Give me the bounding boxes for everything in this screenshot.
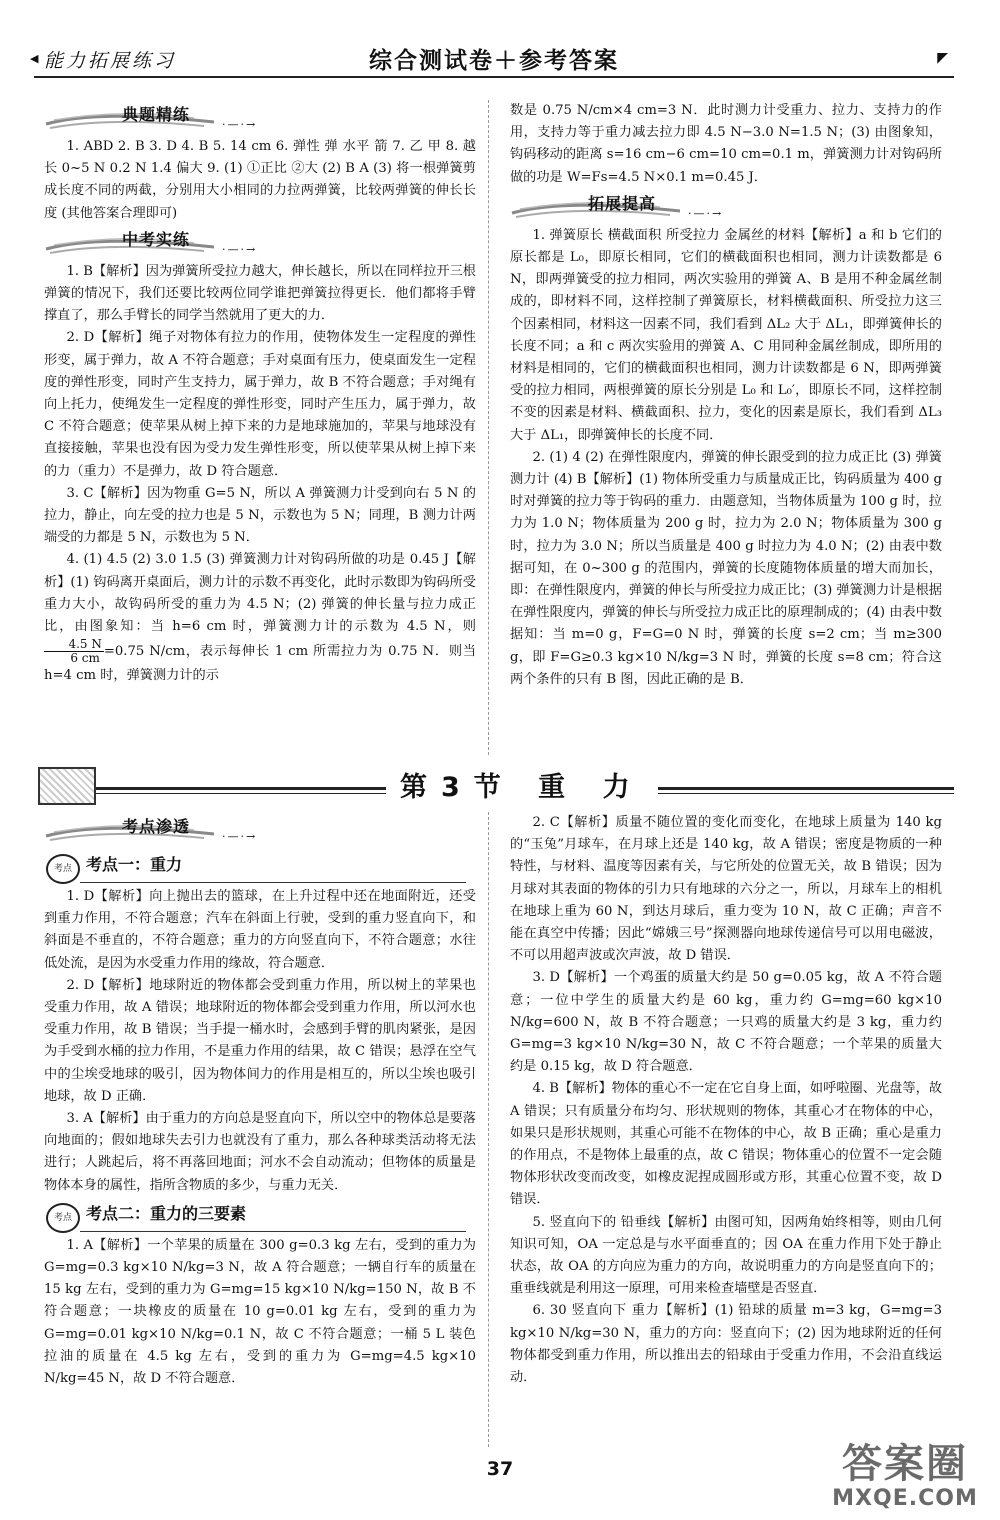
column-divider	[488, 100, 489, 755]
section-title-band	[34, 765, 954, 805]
decorative-frame-icon	[38, 767, 96, 805]
column-divider	[488, 812, 489, 1447]
answer-item: 1. D【解析】向上抛出去的篮球，在上升过程中还在地面附近，还受到重力作用，不符合题意；汽车在斜面上行驶，受到的重力竖直向下，和斜面是不垂直的，不符合题意；重力的方向竖直向下，不符合题意；水往低处流，是因为水受重力作用的缘故，符合题意．	[44, 889, 476, 971]
answer-item: 1. B【解析】因为弹簧所受拉力越大，伸长越长，所以在同样拉开三根弹簧的情况下，我们还要比较两位同学谁把弹簧拉得更长．他们都将手臂撑直了，那么手臂长的同学当然就用了更大的力．	[44, 263, 476, 324]
section-label: 典题精练	[122, 105, 191, 124]
point-header	[44, 1201, 476, 1233]
arrow-icon: ◀	[30, 52, 39, 65]
fraction	[44, 638, 104, 665]
left-column-top	[44, 100, 476, 687]
fraction-denominator: 6 cm	[70, 651, 100, 666]
section-header	[44, 814, 476, 848]
point-title: 考点二：重力的三要素	[86, 1203, 247, 1223]
dots-decoration: ·—·→	[222, 242, 258, 256]
answer-item: 5. 竖直向下的 铅垂线【解析】由图可知，因两角始终相等，则由几何知识可知，OA 一定总是与水平面垂直的；因 OA 在重力作用下处于静止状态，故 OA 的方向应为重力的方向，故说明重力的方向是竖直向下的；重垂线就是利用这一原理，可用来检查墙壁是否竖直．	[510, 1214, 942, 1297]
right-column-top	[510, 100, 942, 691]
dots-decoration: ·—·→	[222, 118, 258, 131]
answer-text: 1. ABD 2. B 3. D 4. B 5. 14 cm 6. 弹性 弹 水平 箭 7. 乙 甲 8. 越长 0~5 N 0.2 N 1.4 偏大 9. (1) ①正比 ②大 (2) B A (3) 将一根弹簧剪成长度不同的两截，分别用大小相同的力拉两弹簧，比较两弹簧的伸长长度 (其他答案合理即可)	[44, 139, 476, 221]
point-title: 考点一：重力	[86, 855, 183, 874]
section-label: 考点渗透	[122, 817, 191, 836]
watermark-logo-text: 答案圈	[842, 1441, 968, 1487]
section-header	[44, 102, 476, 136]
section-title: 第3节 重 力	[386, 765, 658, 804]
answer-item	[44, 549, 476, 687]
answer-item: 3. D【解析】一个鸡蛋的质量大约是 50 g=0.05 kg，故 A 不符合题意；一位中学生的质量大约是 60 kg，重力约 G=mg=60 kg×10 N/kg=600 N，故 B 不符合题意；一只鸡的质量大约是 3 kg，重力约 G=mg=3 kg×10 N/kg=30 N，故 C 不符合题意；一个苹果的质量大约是 0.15 kg，故 D 符合题意．	[510, 970, 942, 1075]
section-label: 中考实练	[122, 229, 191, 249]
watermark-site: MXQE.COM	[832, 1486, 978, 1511]
watermark-logo	[830, 1442, 980, 1514]
series-name: 能力拓展练习	[44, 50, 177, 72]
point-badge-icon: 考点	[46, 1203, 80, 1233]
answer-item: 3. A【解析】由于重力的方向总是竖直向下，所以空中的物体总是要落向地面的；假如地球失去引力也就没有了重力，那么各种球类活动将无法进行；人跳起后，将不再落回地面；河水不会自动流动；但物体的质量是物体本身的属性，指所含物质的多少，与重力无关．	[44, 1111, 476, 1193]
point-badge-icon: 考点	[46, 854, 80, 884]
answer-item: 1. 弹簧原长 横截面积 所受拉力 金属丝的材料【解析】a 和 b 它们的原长都是 L₀，即原长相同，它们的横截面积也相同，测力计读数都是 6 N，即两弹簧受的拉力相同，两次实验用的弹簧 A、B 是用不种金属丝制成的，即材料不同，这样控制了弹簧原长，材料横截面积、所受拉力这三个因素相同，材料这一因素不同，我们看到 ΔL₂ 大于 ΔL₁，即弹簧伸长的长度不同；a 和 c 两次实验用的弹簧 A、C 用同种金属丝制成，即所用的材料是相同的，它们的横截面积也相同，测力计读数都是 6 N，即两弹簧受的拉力相同，两根弹簧的原长分别是 L₀ 和 L₀′，即原长不同，这样控制不变的因素是材料、横截面积、拉力，变化的因素是原长，我们看到 ΔL₃ 大于 ΔL₁，即弹簧伸长的长度不同．	[510, 227, 942, 443]
section-label: 拓展提高	[588, 193, 657, 213]
fraction-numerator: 4.5 N	[44, 638, 104, 652]
section-header	[510, 191, 942, 225]
point-underline	[80, 1231, 466, 1232]
answer-item: 2. (1) 4 (2) 在弹性限度内，弹簧的伸长跟受到的拉力成正比 (3) 弹簧测力计 (4) B【解析】(1) 物体所受重力与质量成正比，钩码质量为 400 g 时对弹簧的拉力等于钩码的重力．由题意知，当物体质量为 100 g 时，拉力为 1.0 N；物体质量为 200 g 时，拉力为 2.0 N；物体质量为 300 g 时，拉力为 3.0 N；所以当质量是 400 g 时拉力为 4.0 N；(2) 由表中数据可知，在 0~300 g 的范围内，弹簧的长度随物体质量的增大而加长，即：在弹性限度内，弹簧的伸长与所受拉力成正比；(3) 弹簧测力计是根据在弹性限度内，弹簧的伸长与所受拉力成正比的原理制成的；(4) 由表中数据知：当 m=0 g，F=G=0 N 时，弹簧的长度 s=2 cm；当 m≥300 g，即 F=G≥0.3 kg×10 N/kg=3 N 时，弹簧的长度 s=8 cm；符合这两个条件的只有 B 图，因此正确的是 B．	[510, 449, 942, 687]
answer-item: 3. C【解析】因为物重 G=5 N，所以 A 弹簧测力计受到向右 5 N 的拉力，静止，向左受的拉力也是 5 N，示数也为 5 N；同理，B 测力计两端受的力都是 5 N，示数也为 5 N．	[44, 485, 476, 546]
answer-item: 1. A【解析】一个苹果的质量在 300 g=0.3 kg 左右，受到的重力为 G=mg=0.3 kg×10 N/kg=3 N，故 A 符合题意；一辆自行车的质量在 15 kg 左右，受到的重力为 G=mg=15 kg×10 N/kg=150 N，故 B 不符合题意；一块橡皮的质量在 10 g=0.01 kg 左右，受到的重力为 G=mg=0.01 kg×10 N/kg=0.1 N，故 C 不符合题意；一桶 5 L 装色拉油的质量在 4.5 kg 左右，受到的重力为 G=mg=4.5 kg×10 N/kg=45 N，故 D 不符合题意．	[44, 1237, 476, 1387]
answer-item: 2. D【解析】绳子对物体有拉力的作用，使物体发生一定程度的弹性形变，属于弹力，故 A 不符合题意；手对桌面有压力，使桌面发生一定程度的弹性形变，同时产生支持力，属于弹力，故 B 不符合题意；手对绳有向上托力，使绳发生一定程度的弹性形变，同时产生压力，属于弹力，故 C 不符合题意；使苹果从树上掉下来的力是地球施加的，苹果与地球没有直接接触，苹果也没有因为受力发生弹性形变，所以使苹果从树上掉下来的力（重力）不是弹力，故 D 符合题意．	[44, 330, 476, 479]
answer-item: 2. C【解析】质量不随位置的变化而变化，在地球上质量为 140 kg 的“玉兔”月球车，在月球上还是 140 kg，故 A 错误；密度是物质的一种特性，与材料、温度等因素有关，与它所处的位置无关，故 B 错误；因为月球对其表面的物体的引力只有地球的六分之一，所以，月球车上的相机在地球上重为 60 N，到达月球后，重力变为 10 N，故 C 正确；声音不能在真空中传播；因此“嫦娥三号”探测器向地球传递信号可以用电磁波，不可以用超声波或次声波，故 D 错误．	[510, 815, 942, 964]
answer-item: 6. 30 竖直向下 重力【解析】(1) 铅球的质量 m=3 kg，G=mg=3 kg×10 N/kg=30 N，重力的方向：竖直向下；(2) 因为地球附近的任何物体都受到重力作用，所以推出去的铅球由于受重力作用，不会沿直线运动．	[510, 1303, 942, 1386]
point-underline	[80, 882, 466, 883]
answer-item: 2. D【解析】地球附近的物体都会受到重力作用，所以树上的苹果也受重力作用，故 A 错误；地球附近的物体都会受到重力作用，所以河水也受重力作用，故 B 错误；当手提一桶水时，会感到手臂的肌肉紧张，是因为手受到水桶的拉力作用，不是重力作用的结果，故 C 错误；悬浮在空气中的尘埃受地球的吸引，因为物体间力的作用是相互的，所以尘埃也吸引地球，故 D 正确．	[44, 977, 476, 1104]
corner-arrow-icon: ◤	[937, 50, 948, 66]
page-title: 综合测试卷＋参考答案	[369, 48, 619, 74]
dots-decoration: ·—·→	[222, 830, 258, 843]
answer-text: =0.75 N/cm，表示每伸长 1 cm 所需拉力为 0.75 N．则当 h=4 cm 时，弹簧测力计的示	[44, 644, 476, 684]
answer-text: 数是 0.75 N/cm×4 cm=3 N．此时测力计受重力、拉力、支持力的作用，支持力等于重力减去拉力即 4.5 N−3.0 N=1.5 N；(3) 由图象知，钩码移动的距离 s=16 cm−6 cm=10 cm=0.1 m，弹簧测力计对钩码所做的功是 W=Fs=4.5 N×0.1 m=0.45 J．	[510, 103, 942, 185]
right-column-bottom	[510, 812, 942, 1389]
point-header	[44, 852, 476, 884]
dots-decoration: ·—·→	[688, 206, 724, 220]
answer-text: 4. (1) 4.5 (2) 3.0 1.5 (3) 弹簧测力计对钩码所做的功是 0.45 J【解析】(1) 钩码离开桌面后，测力计的示数不再变化，此时示数即为钩码所受重力大小，故钩码所受的重力为 4.5 N；(2) 弹簧的伸长量与拉力成正比，由图象知：当 h=6 cm 时，弹簧测力计的示数为 4.5 N，则	[44, 552, 476, 635]
page-number: 37	[486, 1458, 514, 1480]
left-column-bottom	[44, 812, 476, 1390]
answer-item: 4. B【解析】物体的重心不一定在它自身上面，如呼啦圈、光盘等，故 A 错误；只有质量分布均匀、形状规则的物体，其重心才在物体的中心，如果只是形状规则，其重心可能不在物体的中心，故 B 正确；重心是重力的作用点，不是物体上最重的点，故 C 错误；物体重心的位置不一定会随物体形状改变而改变，如橡皮泥捏成圆形或方形，其重心位置不变，故 D 错误．	[510, 1081, 942, 1208]
page-header	[30, 40, 954, 78]
section-header	[44, 227, 476, 261]
